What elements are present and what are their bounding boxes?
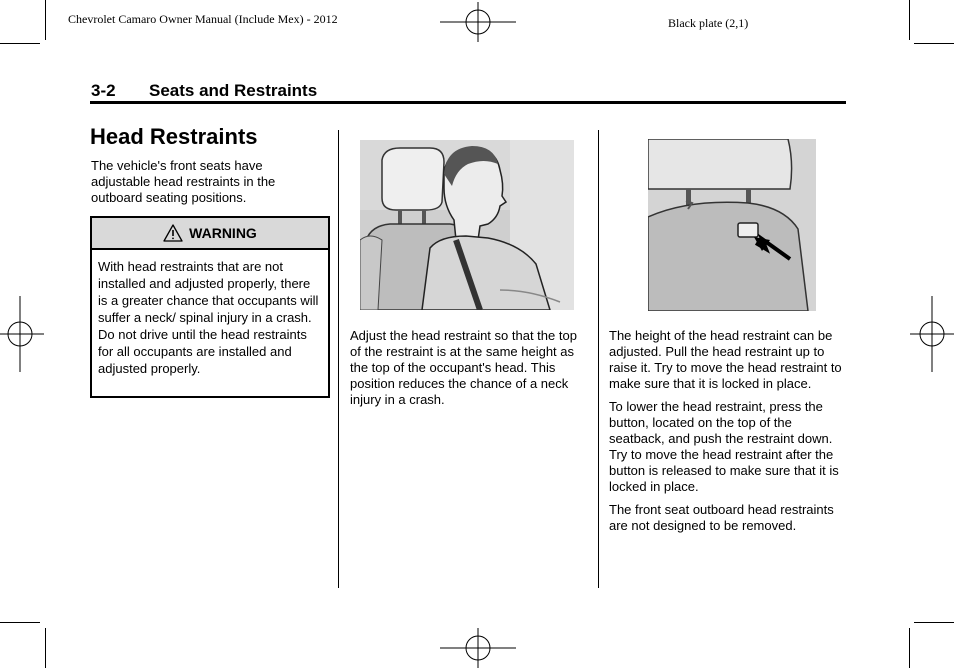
registration-mark-icon	[440, 628, 516, 668]
head-restraint-drawing	[648, 139, 816, 311]
warning-text: With head restraints that are not installed and adjusted properly, there is a greater chance that occupants will suffer a neck/ spinal injury in a crash. Do not drive until the head restraints for all occupants are installed and adjusted properly.	[98, 259, 319, 376]
right-paragraph-2: To lower the head restraint, press the button, located on the top of the seatback, and push the restraint down. Try to move the head restraint after the button is released to make sure that it is locked in place.	[609, 399, 839, 494]
registration-mark-icon	[440, 2, 516, 42]
head-restraint-button-illustration	[648, 139, 816, 311]
warning-box	[90, 216, 330, 398]
right-paragraph-1: The height of the head restraint can be adjusted. Pull the head restraint up to raise it. Try to move the head restraint to make sure that it is locked in place.	[609, 328, 842, 391]
intro-paragraph	[91, 158, 323, 206]
crop-mark	[0, 622, 40, 623]
crop-mark	[909, 0, 910, 40]
print-header-plate: Black plate (2,1)	[668, 16, 749, 30]
section-title: Seats and Restraints	[149, 81, 318, 100]
crop-mark	[914, 622, 954, 623]
right-paragraph-3: The front seat outboard head restraints are not designed to be removed.	[609, 502, 834, 533]
middle-paragraph: Adjust the head restraint so that the top of the restraint is at the same height as the top of the occupant's head. This position reduces the chance of a neck injury in a crash.	[350, 328, 577, 407]
crop-mark	[45, 628, 46, 668]
column-divider	[338, 130, 339, 588]
column-divider	[598, 130, 599, 588]
crop-mark	[0, 43, 40, 44]
print-header-title: Chevrolet Camaro Owner Manual (Include Mex) - 2012	[68, 12, 338, 26]
right-column-text	[609, 328, 845, 534]
crop-mark	[45, 0, 46, 40]
warning-triangle-icon	[163, 224, 183, 242]
section-number: 3-2	[91, 81, 116, 100]
occupant-illustration	[360, 140, 574, 310]
page-title: Head Restraints	[90, 124, 258, 149]
registration-mark-icon	[0, 296, 44, 372]
warning-label: WARNING	[189, 225, 257, 241]
warning-header	[92, 218, 328, 250]
intro-text: The vehicle's front seats have adjustable head restraints in the outboard seating positions.	[91, 158, 276, 205]
section-rule	[90, 101, 846, 104]
registration-mark-icon	[910, 296, 954, 372]
crop-mark	[914, 43, 954, 44]
occupant-seat-drawing	[360, 140, 574, 310]
crop-mark	[909, 628, 910, 668]
